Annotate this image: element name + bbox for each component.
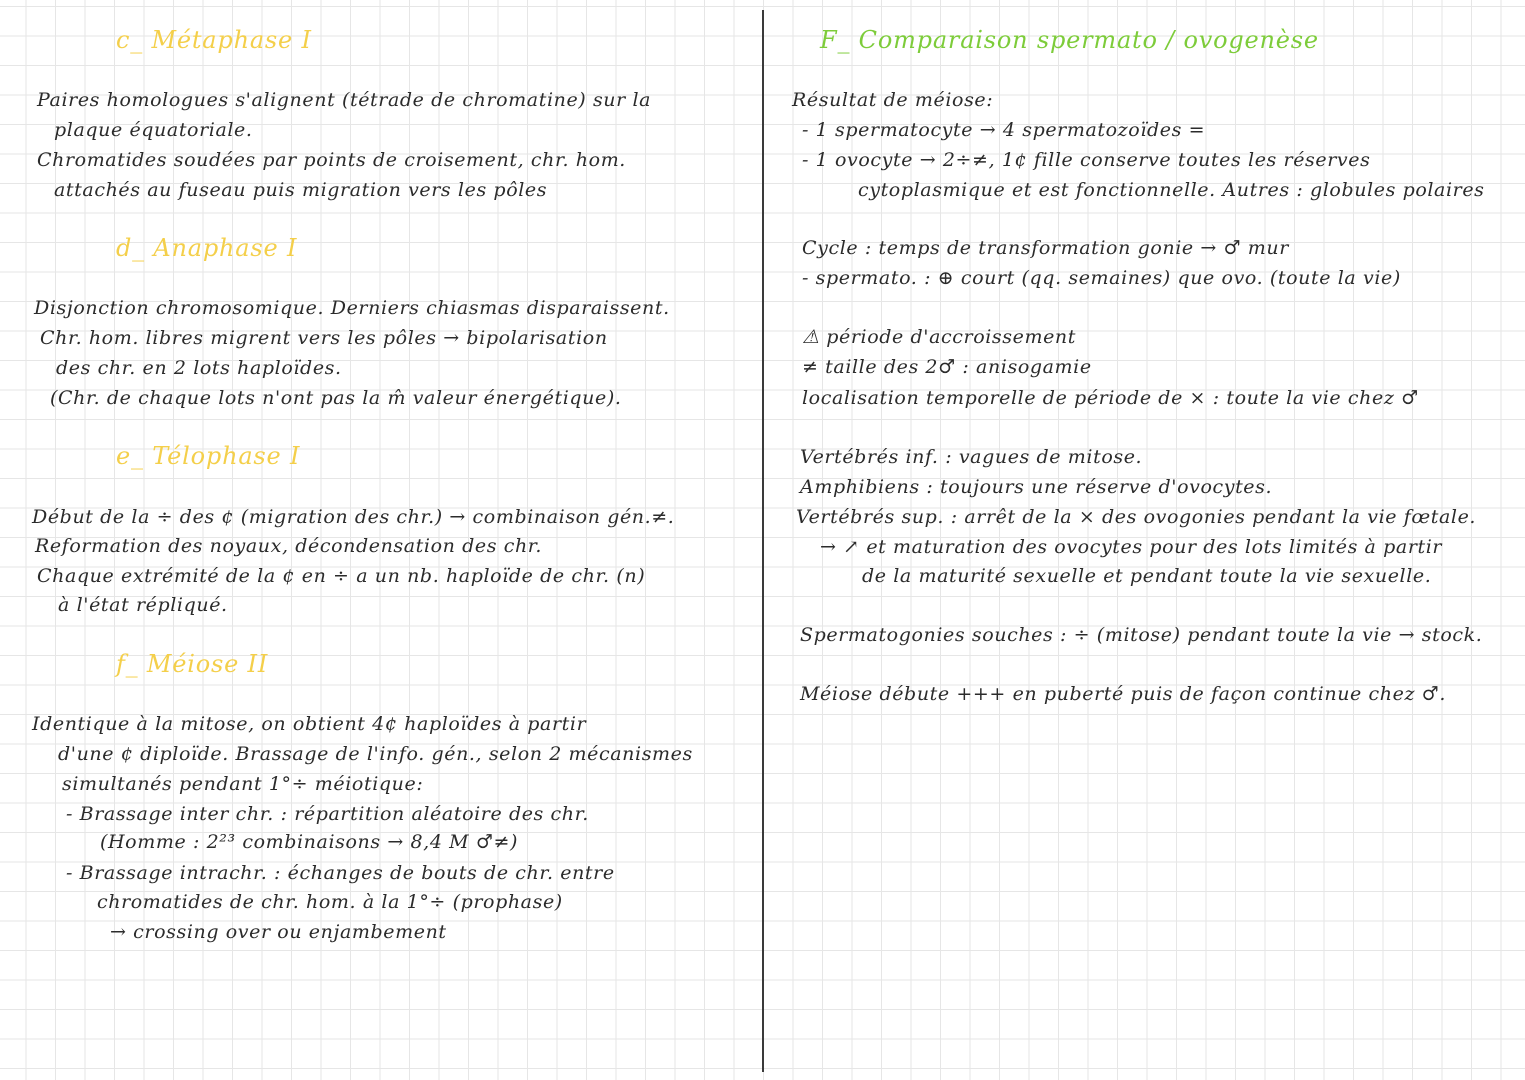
heading-telophase: e_ Télophase I bbox=[116, 442, 301, 470]
text-line: Chr. hom. libres migrent vers les pôles → bipolarisation bbox=[40, 327, 608, 349]
text-line: d'une ¢ diploïde. Brassage de l'info. gén., selon 2 mécanismes bbox=[58, 743, 693, 765]
text-line: (Homme : 2²³ combinaisons → 8,4 M ♂≠) bbox=[100, 831, 519, 853]
text-line: Chromatides soudées par points de croisement, chr. hom. bbox=[37, 149, 626, 171]
text-line: cytoplasmique et est fonctionnelle. Autres : globules polaires bbox=[858, 179, 1485, 201]
heading-comparaison: F_ Comparaison spermato / ovogenèse bbox=[820, 26, 1319, 54]
text-line: de la maturité sexuelle et pendant toute la vie sexuelle. bbox=[862, 565, 1432, 587]
text-line: - 1 spermatocyte → 4 spermatozoïdes = bbox=[802, 119, 1206, 141]
text-line: Paires homologues s'alignent (tétrade de chromatine) sur la bbox=[37, 89, 652, 111]
text-line: plaque équatoriale. bbox=[54, 119, 253, 141]
text-line: Méiose débute +++ en puberté puis de façon continue chez ♂. bbox=[800, 683, 1446, 705]
heading-metaphase: c_ Métaphase I bbox=[116, 26, 312, 54]
text-line: Reformation des noyaux, décondensation des chr. bbox=[35, 535, 543, 557]
text-line: → crossing over ou enjambement bbox=[110, 921, 447, 943]
text-line: Vertébrés inf. : vagues de mitose. bbox=[800, 446, 1143, 468]
text-line: Chaque extrémité de la ¢ en ÷ a un nb. haploïde de chr. (n) bbox=[37, 565, 646, 587]
column-divider bbox=[762, 10, 764, 1072]
heading-meiose-2: f_ Méiose II bbox=[116, 650, 269, 678]
text-line: attachés au fuseau puis migration vers les pôles bbox=[54, 179, 548, 201]
text-line: des chr. en 2 lots haploïdes. bbox=[56, 357, 342, 379]
heading-anaphase: d_ Anaphase I bbox=[116, 234, 298, 262]
text-line: - Brassage intrachr. : échanges de bouts de chr. entre bbox=[66, 862, 615, 884]
text-line: → ↗ et maturation des ovocytes pour des lots limités à partir bbox=[820, 536, 1443, 558]
text-line: (Chr. de chaque lots n'ont pas la m̂ valeur énergétique). bbox=[50, 387, 622, 409]
text-line: ⚠ période d'accroissement bbox=[802, 326, 1076, 348]
text-line: - spermato. : ⊕ court (qq. semaines) que ovo. (toute la vie) bbox=[802, 267, 1401, 289]
text-line: localisation temporelle de période de × : toute la vie chez ♂ bbox=[802, 387, 1419, 409]
text-line: Amphibiens : toujours une réserve d'ovocytes. bbox=[800, 476, 1273, 498]
text-line: Identique à la mitose, on obtient 4¢ haploïdes à partir bbox=[32, 713, 587, 735]
text-line: Cycle : temps de transformation gonie → ♂ mur bbox=[802, 237, 1289, 259]
text-line: Disjonction chromosomique. Derniers chiasmas disparaissent. bbox=[34, 297, 670, 319]
text-line: Vertébrés sup. : arrêt de la × des ovogonies pendant la vie fœtale. bbox=[796, 506, 1477, 528]
text-line: Spermatogonies souches : ÷ (mitose) pendant toute la vie → stock. bbox=[800, 624, 1483, 646]
text-line: simultanés pendant 1°÷ méiotique: bbox=[62, 773, 424, 795]
text-line: Début de la ÷ des ¢ (migration des chr.) → combinaison gén.≠. bbox=[32, 506, 675, 528]
text-line: - 1 ovocyte → 2÷≠, 1¢ fille conserve toutes les réserves bbox=[802, 149, 1371, 171]
text-line: - Brassage inter chr. : répartition aléatoire des chr. bbox=[66, 803, 589, 825]
text-line: à l'état répliqué. bbox=[58, 594, 228, 616]
text-line: ≠ taille des 2♂ : anisogamie bbox=[802, 356, 1092, 378]
text-line: Résultat de méiose: bbox=[792, 89, 994, 111]
text-line: chromatides de chr. hom. à la 1°÷ (prophase) bbox=[97, 891, 563, 913]
